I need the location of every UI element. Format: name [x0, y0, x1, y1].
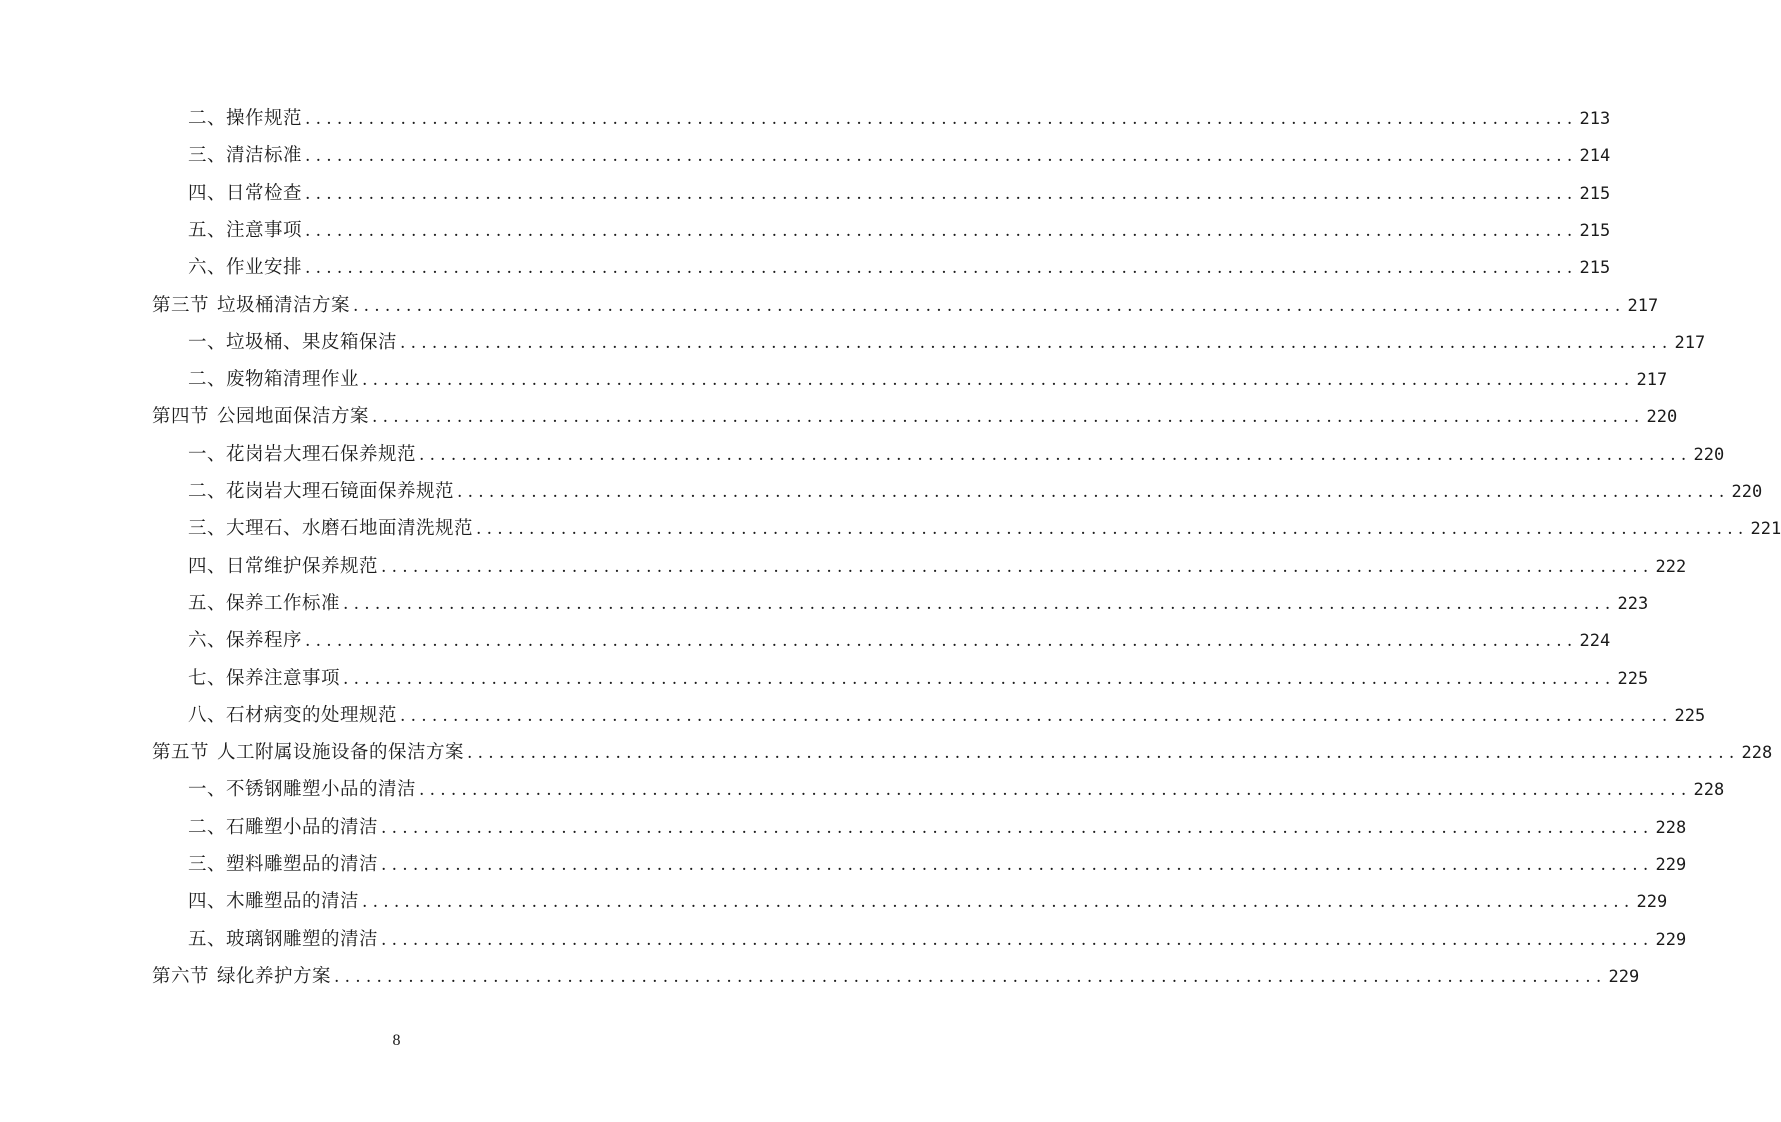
toc-dot-leader: ........................................................................................................................ [467, 743, 1740, 764]
toc-entry[interactable] [188, 253, 1611, 283]
toc-page-number: 228 [1693, 780, 1725, 801]
toc-entry[interactable] [188, 328, 1706, 358]
toc-dot-leader: ........................................................................................................................ [362, 370, 1635, 391]
toc-entry-label: 一、花岗岩大理石保养规范 [188, 443, 417, 465]
toc-page-number: 217 [1627, 295, 1659, 316]
toc-entry-title [152, 402, 369, 432]
toc-dot-leader: ........................................................................................................................ [305, 258, 1578, 279]
toc-entry[interactable] [188, 626, 1611, 656]
toc-entry-title [188, 514, 473, 544]
toc-entry[interactable] [188, 925, 1687, 955]
page-number: 8 [392, 1032, 401, 1049]
toc-page-number: 223 [1617, 593, 1649, 614]
toc-entry[interactable] [188, 141, 1611, 171]
toc-entry-label: 四、日常检查 [188, 182, 303, 204]
toc-page-number: 215 [1579, 258, 1611, 279]
toc-section-entry[interactable] [152, 962, 1640, 992]
toc-dot-leader: ........................................................................................................................ [305, 146, 1578, 167]
toc-entry-title [152, 291, 350, 321]
toc-entry-label: 四、日常维护保养规范 [188, 555, 379, 577]
toc-dot-leader: ........................................................................................................................ [381, 929, 1654, 950]
toc-page-number: 225 [1617, 668, 1649, 689]
toc-entry[interactable] [188, 664, 1649, 694]
toc-dot-leader: ........................................................................................................................ [400, 332, 1673, 353]
toc-entry-label: 七、保养注意事项 [188, 667, 341, 689]
toc-entry-label: 五、保养工作标准 [188, 592, 341, 614]
toc-entry-title [188, 813, 378, 843]
toc-entry[interactable] [188, 887, 1668, 917]
toc-entry-label: 四、木雕塑品的清洁 [188, 891, 360, 913]
toc-dot-leader: ........................................................................................................................ [381, 817, 1654, 838]
toc-dot-leader: ........................................................................................................................ [476, 519, 1749, 540]
toc-dot-leader: ........................................................................................................................ [381, 556, 1654, 577]
toc-dot-leader: ........................................................................................................................ [343, 668, 1616, 689]
toc-entry-label: 绿化养护方案 [217, 965, 332, 987]
toc-entry-label: 六、作业安排 [188, 257, 303, 279]
toc-dot-leader: ........................................................................................................................ [362, 892, 1635, 913]
toc-entry[interactable] [188, 589, 1649, 619]
toc-entry[interactable] [188, 813, 1687, 843]
toc-section-number: 第三节 [152, 294, 210, 316]
toc-dot-leader: ........................................................................................................................ [381, 855, 1654, 875]
toc-page-number: 229 [1655, 929, 1687, 950]
toc-entry-title [188, 141, 302, 171]
toc-page-number: 222 [1655, 556, 1687, 577]
toc-entry[interactable] [188, 179, 1611, 209]
toc-entry-title [188, 775, 416, 805]
toc-page-number: 220 [1731, 482, 1763, 502]
toc-dot-leader: ........................................................................................................................ [353, 295, 1626, 316]
toc-entry-label: 六、保养程序 [188, 630, 303, 652]
toc-page-number: 228 [1741, 743, 1773, 764]
toc-entry-title [188, 253, 302, 283]
toc-entry-title [188, 552, 378, 582]
toc-entry-title [188, 850, 378, 880]
toc-entry-label: 五、玻璃钢雕塑的清洁 [188, 928, 379, 950]
toc-entry-label: 公园地面保洁方案 [217, 406, 370, 428]
toc-entry[interactable] [188, 775, 1725, 805]
toc-section-entry[interactable] [152, 738, 1773, 768]
toc-entry-title [188, 925, 378, 955]
toc-entry-label: 垃圾桶清洁方案 [217, 294, 351, 316]
toc-entry-title [188, 887, 359, 917]
toc-entry-title [152, 962, 331, 992]
toc-dot-leader: ........................................................................................................................ [419, 444, 1692, 465]
toc-entry-label: 人工附属设施设备的保洁方案 [217, 742, 465, 764]
toc-entry-label: 一、不锈钢雕塑小品的清洁 [188, 779, 417, 801]
toc-page-number: 220 [1646, 407, 1678, 428]
toc-entry-label: 三、塑料雕塑品的清洁 [188, 854, 379, 875]
toc-dot-leader: ........................................................................................................................ [372, 407, 1645, 428]
toc-page-number: 215 [1579, 183, 1611, 204]
toc-page-number: 228 [1655, 817, 1687, 838]
toc-entry-label: 三、清洁标准 [188, 145, 303, 167]
toc-section-entry[interactable] [152, 291, 1659, 321]
toc-entry-title [188, 179, 302, 209]
toc-dot-leader: ........................................................................................................................ [334, 966, 1607, 987]
toc-entry-label: 二、石雕塑小品的清洁 [188, 816, 379, 838]
toc-entry-label: 一、垃圾桶、果皮箱保洁 [188, 331, 398, 353]
toc-entry-label: 五、注意事项 [188, 219, 303, 241]
toc-entry[interactable] [188, 216, 1611, 246]
toc-entry[interactable] [188, 701, 1706, 731]
toc-entry-label: 三、大理石、水磨石地面清洗规范 [188, 518, 474, 540]
toc-dot-leader: ........................................................................................................................ [400, 705, 1673, 726]
toc-entry[interactable] [188, 365, 1668, 395]
toc-entry-title [188, 365, 359, 395]
toc-entry[interactable] [188, 552, 1687, 582]
toc-entry-title [188, 328, 397, 358]
toc-entry-label: 二、操作规范 [188, 108, 303, 129]
toc-entry-label: 二、花岗岩大理石镜面保养规范 [188, 481, 455, 502]
toc-page-number: 229 [1655, 855, 1687, 875]
toc-page-number: 229 [1608, 966, 1640, 987]
toc-dot-leader: ........................................................................................................................ [305, 220, 1578, 241]
toc-entry-title [188, 440, 416, 470]
toc-entry[interactable] [188, 477, 1763, 507]
toc-dot-leader: ........................................................................................................................ [305, 631, 1578, 652]
toc-section-number: 第五节 [152, 742, 210, 764]
toc-entry[interactable] [188, 514, 1781, 544]
toc-dot-leader: ........................................................................................................................ [343, 593, 1616, 614]
toc-entry[interactable] [188, 850, 1687, 880]
toc-page-number: 215 [1579, 220, 1611, 241]
toc-entry-title [188, 104, 302, 134]
toc-page-number: 217 [1674, 332, 1706, 353]
toc-entry-title [188, 701, 397, 731]
toc-dot-leader: ........................................................................................................................ [457, 482, 1730, 502]
toc-entry-label: 八、石材病变的处理规范 [188, 704, 398, 726]
toc-entry[interactable] [188, 440, 1725, 470]
toc-dot-leader: ........................................................................................................................ [305, 109, 1578, 129]
toc-dot-leader: ........................................................................................................................ [419, 780, 1692, 801]
toc-entry[interactable] [188, 104, 1611, 134]
toc-page-number: 221 [1750, 519, 1781, 540]
toc-page-number: 229 [1636, 892, 1668, 913]
toc-page-number: 220 [1693, 444, 1725, 465]
toc-section-number: 第四节 [152, 406, 210, 428]
toc-section-entry[interactable] [152, 402, 1678, 432]
toc-page-number: 214 [1579, 146, 1611, 167]
toc-page-number: 225 [1674, 705, 1706, 726]
toc-entry-title [188, 589, 340, 619]
toc-entry-title [152, 738, 464, 768]
toc-entry-label: 二、废物箱清理作业 [188, 369, 360, 391]
toc-entry-title [188, 626, 302, 656]
toc-page-number: 217 [1636, 370, 1668, 391]
toc-page-number: 213 [1579, 109, 1611, 129]
toc-page-number: 224 [1579, 631, 1611, 652]
toc-entry-title [188, 477, 454, 507]
toc-entry-title [188, 216, 302, 246]
toc-section-number: 第六节 [152, 965, 210, 987]
toc-entry-title [188, 664, 340, 694]
toc-dot-leader: ........................................................................................................................ [305, 183, 1578, 204]
